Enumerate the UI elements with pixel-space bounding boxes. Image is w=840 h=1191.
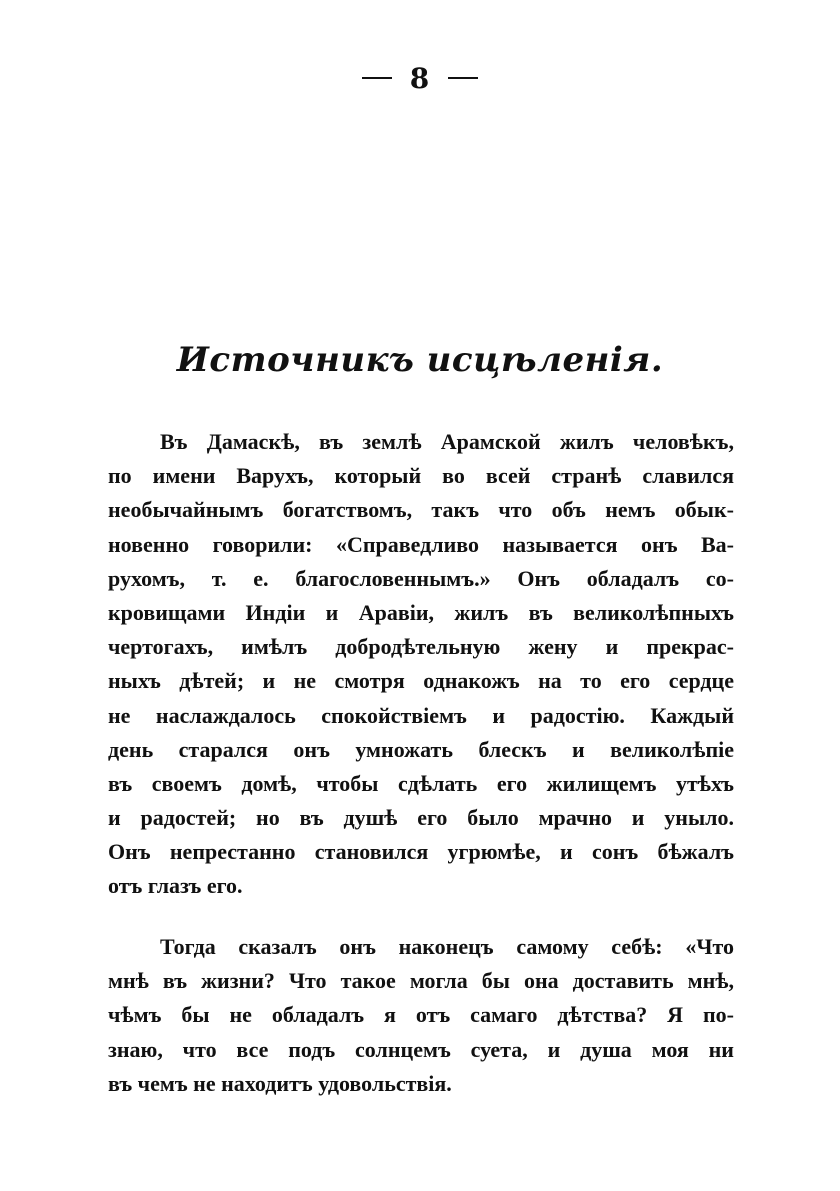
text-line: день старался онъ умножать блескъ и великолѣпіе (108, 736, 734, 762)
text-line: въ своемъ домѣ, чтобы сдѣлать его жилищемъ утѣхъ (108, 770, 734, 796)
text-line: новенно говорили: «Справедливо называется онъ Ва- (108, 531, 734, 557)
text-line: рухомъ, т. е. благословеннымъ.» Онъ обладалъ со- (108, 565, 734, 591)
text-line: Въ Дамаскѣ, въ землѣ Арамской жилъ человѣкъ, (160, 429, 734, 454)
page-header (0, 62, 840, 95)
text-line: чѣмъ бы не обладалъ я отъ самаго дѣтства? Я по- (108, 1002, 734, 1028)
text-line: знаю, что все подъ солнцемъ суета, и душа моя ни (108, 1036, 734, 1062)
text-line: въ чемъ не находитъ удовольствія. (108, 1070, 452, 1096)
left-dash (362, 77, 392, 79)
text-line: Тогда сказалъ онъ наконецъ самому себѣ: «Что (160, 934, 734, 959)
text-line: не наслаждалось спокойствіемъ и радостію. Каждый (108, 702, 734, 728)
text-line: по имени Варухъ, который во всей странѣ славился (108, 463, 734, 489)
text-line: чертогахъ, имѣлъ добродѣтельную жену и прекрас- (108, 634, 734, 660)
paragraph-1 (108, 425, 734, 904)
paragraph-2 (108, 930, 734, 1101)
text-line: кровищами Индіи и Аравіи, жилъ въ великолѣпныхъ (108, 599, 734, 625)
text-line: мнѣ въ жизни? Что такое могла бы она доставить мнѣ, (108, 968, 734, 994)
text-line: и радостей; но въ душѣ его было мрачно и уныло. (108, 805, 734, 831)
right-dash (448, 77, 478, 79)
text-line: отъ глазъ его. (108, 873, 243, 899)
text-line: ныхъ дѣтей; и не смотря однакожъ на то его сердце (108, 668, 734, 694)
text-line: необычайнымъ богатствомъ, такъ что объ немъ обык- (108, 497, 734, 523)
chapter-title: Источникъ исцѣленія. (176, 340, 664, 380)
page-number: 8 (409, 62, 431, 95)
text-line: Онъ непрестанно становился угрюмѣе, и сонъ бѣжалъ (108, 839, 734, 865)
